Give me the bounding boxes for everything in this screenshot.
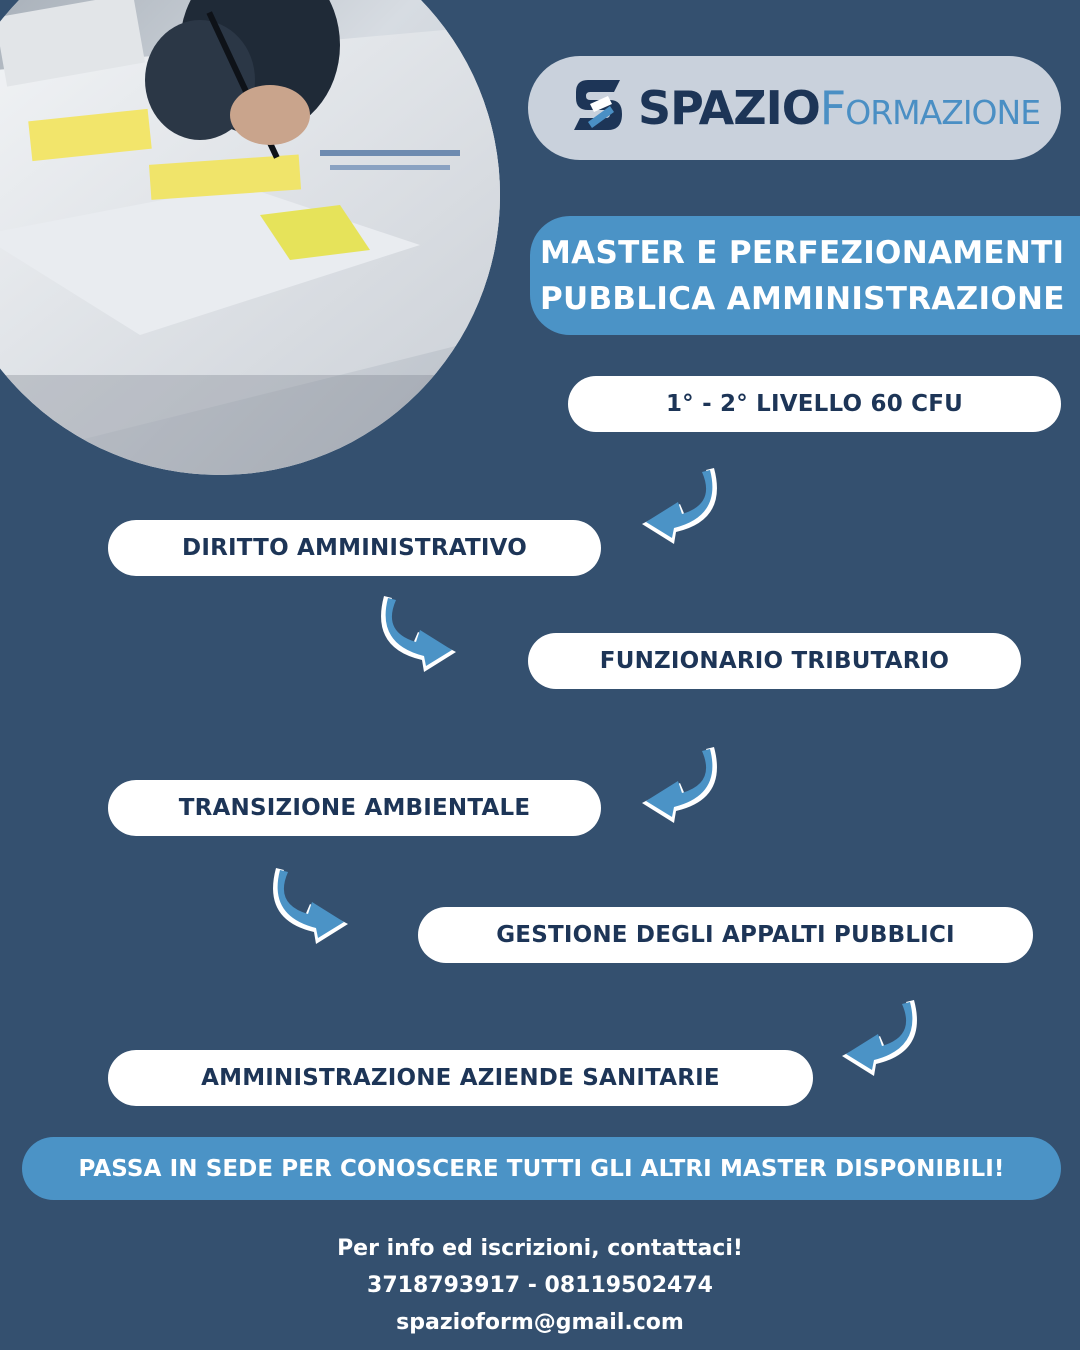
level-badge-label: 1° - 2° LIVELLO 60 CFU xyxy=(665,391,964,417)
contact-intro: Per info ed iscrizioni, contattaci! xyxy=(337,1236,743,1261)
curved-arrow-icon xyxy=(372,594,462,674)
brand-name-light-initial: F xyxy=(819,81,846,135)
course-pill-1 xyxy=(108,520,601,576)
course-label: FUNZIONARIO TRIBUTARIO xyxy=(599,648,950,674)
course-pill-3 xyxy=(108,780,601,836)
spazio-s-logo-icon xyxy=(570,78,626,138)
course-label: TRANSIZIONE AMBIENTALE xyxy=(178,795,531,821)
brand-name-bold: SPAZIO xyxy=(638,81,820,135)
brand-logo-pill xyxy=(528,56,1061,160)
curved-arrow-icon xyxy=(264,866,354,946)
level-badge xyxy=(568,376,1061,432)
curved-arrow-icon xyxy=(836,998,926,1078)
course-label: GESTIONE DEGLI APPALTI PUBBLICI xyxy=(496,922,955,948)
course-pill-5 xyxy=(108,1050,813,1106)
course-label: DIRITTO AMMINISTRATIVO xyxy=(182,535,527,561)
title-line-1: MASTER E PERFEZIONAMENTI xyxy=(540,234,1065,271)
title-line-2: PUBBLICA AMMINISTRAZIONE xyxy=(540,280,1065,317)
cta-banner xyxy=(22,1137,1061,1200)
office-photo xyxy=(0,0,500,475)
cta-label: PASSA IN SEDE PER CONOSCERE TUTTI GLI ALTRI MASTER DISPONIBILI! xyxy=(78,1155,1005,1182)
course-label: AMMINISTRAZIONE AZIENDE SANITARIE xyxy=(201,1065,720,1091)
curved-arrow-icon xyxy=(636,466,726,546)
course-pill-4 xyxy=(418,907,1033,963)
contact-email: spazioform@gmail.com xyxy=(396,1310,684,1335)
brand-name-light-rest: ORMAZIONE xyxy=(845,93,1041,132)
contact-phones: 3718793917 - 08119502474 xyxy=(367,1273,713,1298)
curved-arrow-icon xyxy=(636,745,726,825)
brand-name-light xyxy=(820,81,1040,135)
course-pill-2 xyxy=(528,633,1021,689)
brand-name xyxy=(638,81,1040,135)
title-banner xyxy=(530,216,1080,335)
